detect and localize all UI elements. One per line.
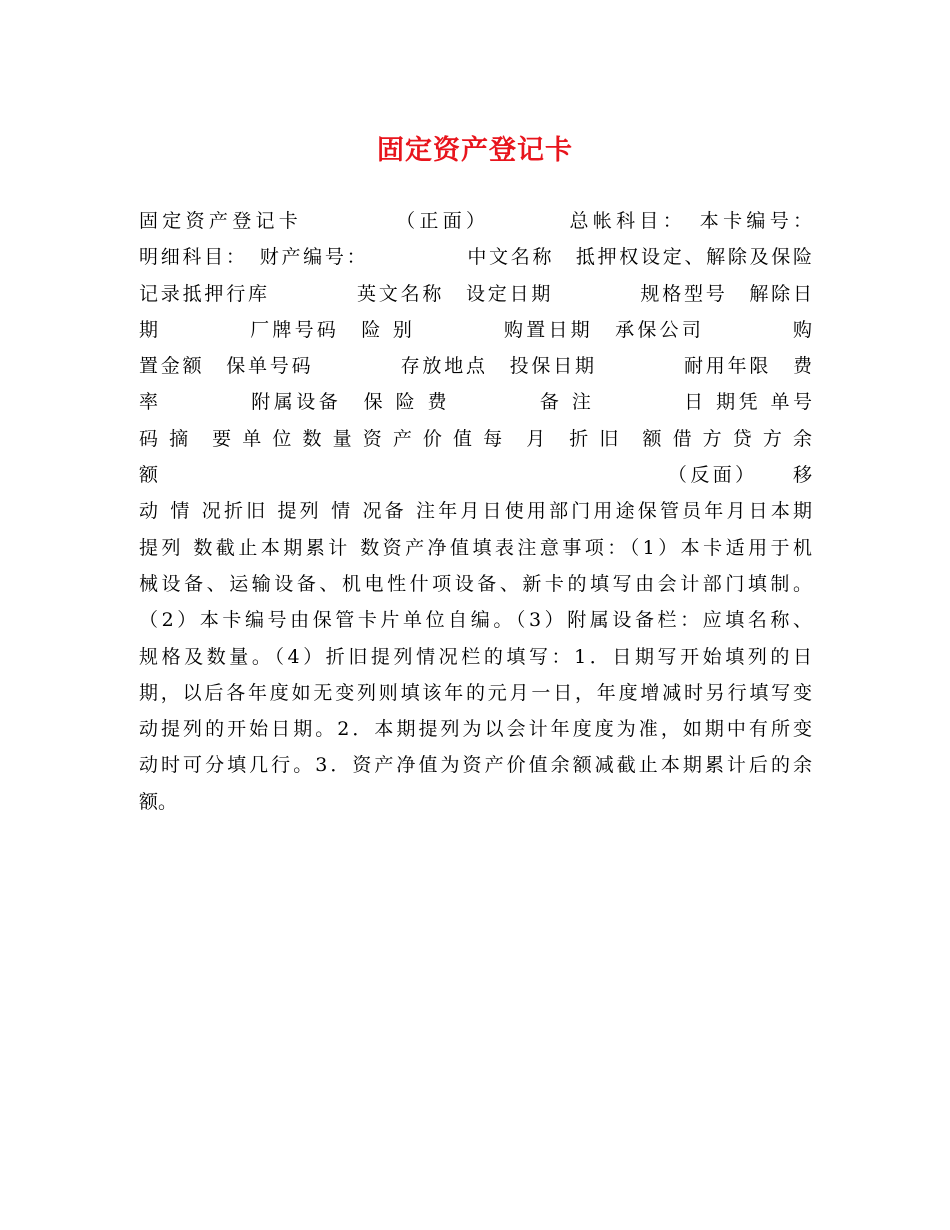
body-line: 额。 [139,790,178,813]
document-body [139,203,812,820]
document-title: 固定资产登记卡 [377,135,573,166]
body-line: 明细科目： 财产编号： 中文名称 抵押权设定、解除及保险 [139,246,812,269]
body-line: 提列 数截止本期累计 数资产净值填表注意事项：（1）本卡适用于机 [139,536,812,559]
body-line: 期 厂牌号码 险 别 购置日期 承保公司 购 [139,318,812,341]
body-line: 动 情 况折旧 提列 情 况备 注年月日使用部门用途保管员年月日本期 [139,500,812,523]
body-line: （2）本卡编号由保管卡片单位自编。（3）附属设备栏：应填名称、 [139,609,812,632]
body-line: 率 附属设备 保 险 费 备 注 日 期凭 单号 [139,391,812,414]
body-line: 期，以后各年度如无变列则填该年的元月一日，年度增减时另行填写变 [139,681,812,704]
body-line: 码 摘 要 单 位 数 量 资 产 价 值 每 月 折 旧 额 借 方 贷 方 余 [139,427,812,450]
body-line: 置金额 保单号码 存放地点 投保日期 耐用年限 费 [139,355,812,378]
body-line: 动提列的开始日期。2．本期提列为以会计年度度为准，如期中有所变 [139,718,812,741]
body-line: 械设备、运输设备、机电性什项设备、新卡的填写由会计部门填制。 [139,572,812,595]
body-line: 固定资产登记卡 （正面） 总帐科目： 本卡编号： [139,210,812,232]
body-line: 额 （反面） 移 [139,464,812,487]
body-line: 动时可分填几行。3．资产净值为资产价值余额减截止本期累计后的余 [139,754,812,777]
body-line: 规格及数量。（4）折旧提列情况栏的填写：1．日期写开始填列的日 [139,645,812,668]
body-line: 记录抵押行库 英文名称 设定日期 规格型号 解除日 [139,282,812,305]
